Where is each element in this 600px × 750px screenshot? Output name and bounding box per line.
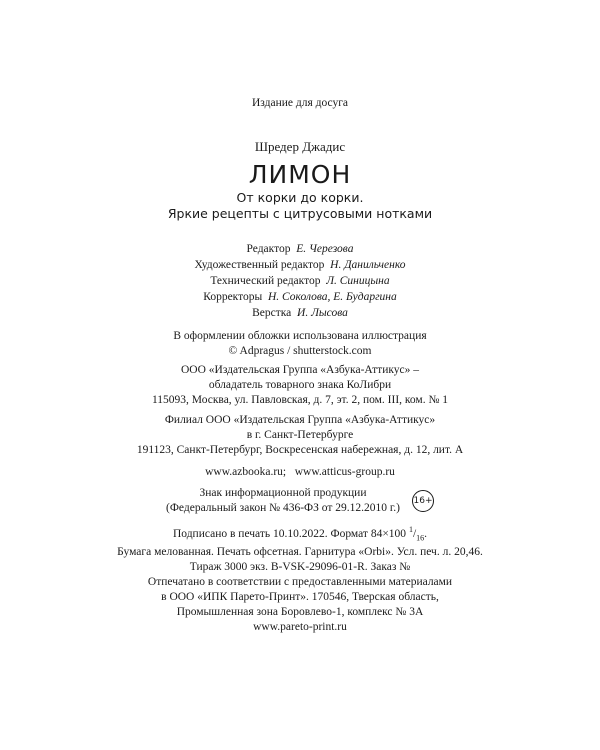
book-title: ЛИМОН [248,160,352,189]
subtitle-line-2: Яркие рецепты с цитрусовыми нотками [167,206,433,221]
cover-credit-line: © Adpragus / shutterstock.com [228,345,372,357]
credit-role: Редактор [246,243,291,255]
print-signed: Подписано в печать 10.10.2022. Формат 84×100 [172,527,409,540]
cover-note [0,329,600,359]
cover-note-line: В оформлении обложки использована иллюстрация [173,330,427,342]
print-format-fraction: $^1/_{16}$ [408,525,425,543]
print-line-2: Бумага мелованная. Печать офсетная. Гарнитура «Orbi». Усл. печ. л. 20,46. [117,546,483,559]
printer-block [0,575,600,635]
print-details [0,522,600,575]
print-line-1 [0,522,600,545]
credit-person: Л. Синицына [326,275,390,287]
credit-editor [0,241,600,257]
publisher-name: ООО «Издательская Группа «Азбука-Аттикус» – [181,364,419,376]
branch-city: в г. Санкт-Петербурге [246,429,354,441]
info-product-law: (Федеральный закон № 436-ФЗ от 29.12.2010 г.) [166,502,400,514]
credit-role: Технический редактор [210,275,321,287]
credit-role: Корректоры [203,291,263,303]
publisher-address: 115093, Москва, ул. Павловская, д. 7, эт. 2, пом. III, ком. № 1 [151,394,449,406]
fraction-numerator: 1 [408,525,413,534]
printer-line-1: Отпечатано в соответствии с предоставленными материалами [147,576,453,588]
publisher-trademark: обладатель товарного знака КоЛибри [208,379,392,391]
credit-role: Верстка [252,307,292,319]
credit-person: Е. Черезова [296,243,354,255]
age-rating-badge: 16+ [412,490,434,512]
credit-art-editor [0,257,600,273]
printer-line-3: Промышленная зона Боровлево-1, комплекс № 3А [176,606,424,618]
credit-tech-editor [0,273,600,289]
websites: www.azbooka.ru; www.atticus-group.ru [205,466,395,478]
credit-role: Художественный редактор [194,259,325,271]
credit-person: Н. Данильченко [330,259,406,271]
credit-proofreaders [0,289,600,305]
branch-name: Филиал ООО «Издательская Группа «Азбука-Аттикус» [164,414,436,426]
fraction-denominator: 16 [416,533,425,543]
publisher-block [0,363,600,408]
subtitle-line-1: От корки до корки. [236,190,364,205]
credit-layout [0,305,600,321]
series-label: Издание для досуга [251,97,349,109]
credit-person: Н. Соколова, Е. Бударгина [267,291,397,303]
printer-line-2: в ООО «ИПК Парето-Принт». 170546, Тверская область, [161,591,439,603]
branch-address: 191123, Санкт-Петербург, Воскресенская набережная, д. 12, лит. А [136,444,464,456]
print-line-3: Тираж 3000 экз. B-VSK-29096-01-R. Заказ № [189,561,411,574]
printer-website: www.pareto-print.ru [253,621,347,633]
branch-block [0,413,600,458]
print-line-end: . [424,527,428,540]
info-product-label: Знак информационной продукции [199,487,367,499]
info-product-block [0,486,600,516]
credits-list [0,241,600,321]
credit-person: И. Лысова [297,307,348,319]
author-name: Шредер Джадис [254,139,346,154]
